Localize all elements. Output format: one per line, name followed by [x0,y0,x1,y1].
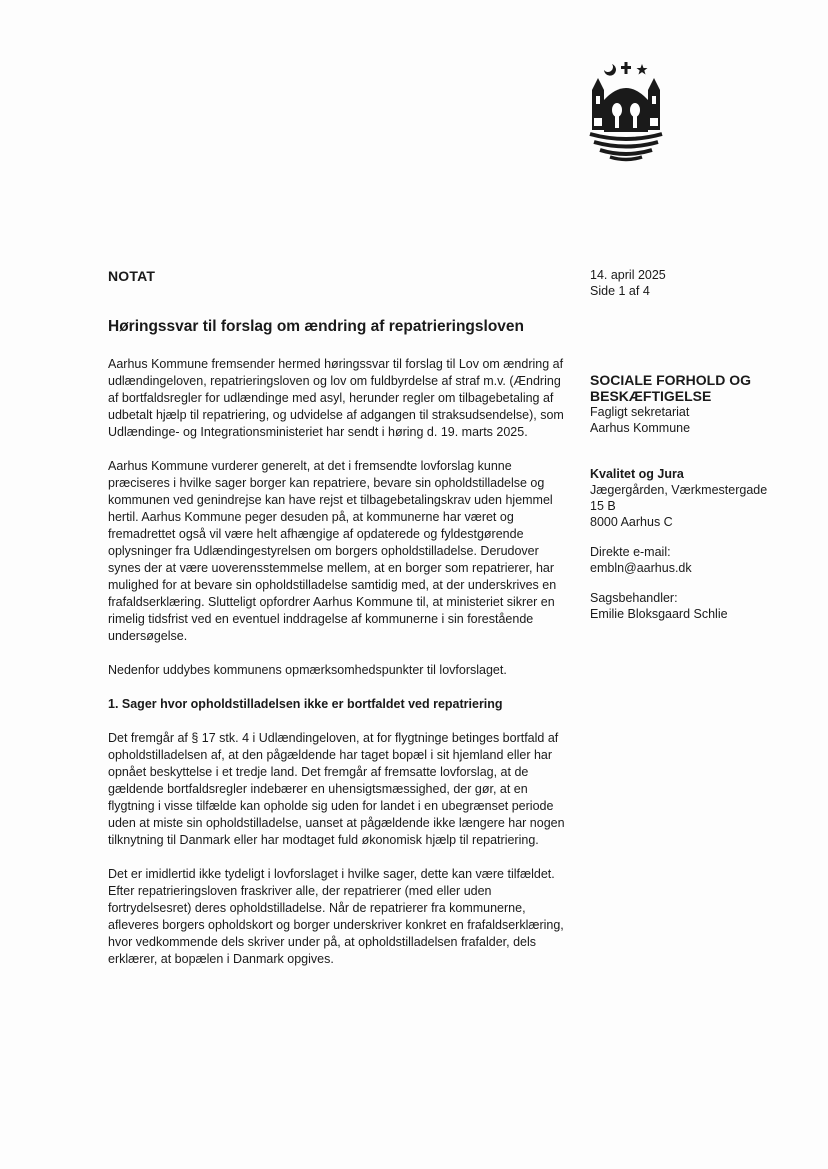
body-paragraph-1: Aarhus Kommune fremsender hermed høringssvar til forslag til Lov om ændring af udlændingeloven, repatrieringsloven og lov om fuldbyrdelse af straf m.v. (Ændring af bortfaldsregler for udlændinge med asyl, herunder regler om tilbagebetaling af udbetalt hjælp til repatriering, og udvidelse af adgangen til straksudsendelse), som Udlændinge- og Integrationsministeriet har sendt i høring d. 19. marts 2025. [108,357,564,439]
department-name-line2: BESKÆFTIGELSE [590,388,712,404]
page-indicator: Side 1 af 4 [590,284,650,298]
body-paragraph-2: Aarhus Kommune vurderer generelt, at det i fremsendte lovforslag kunne præciseres i hvilke sager borger kan repatriere, bevare sin opholdstilladelse og kommunen ved genindrejse kan have rejst et tilbagebetalingskrav uden hjemmel hertil. Aarhus Kommune peger desuden på, at kommunerne har været og fremadrettet også vil være helt afhængige af opdaterede og fyldestgørende oplysninger fra Udlændingestyrelsen om borgers opholdstilladelse. Derudover synes der at være uoverensstemmelse mellem, at en borger som repatrierer, har mulighed for at bevare sin opholdstilladelse samtidig med, at der underskrives en frafaldserklæring. Slutteligt opfordrer Aarhus Kommune til, at ministeriet sikrer en rimelig tidsfrist ved en eventuel inddragelse af kommunerne i sin forestående undersøgelse. [108,459,557,643]
document-date: 14. april 2025 [590,268,666,282]
section-heading-1: 1. Sager hvor opholdstilladelsen ikke er bortfaldet ved repatriering [108,697,503,711]
unit-name: Fagligt sekretariat [590,405,690,419]
department-name-line1: SOCIALE FORHOLD OG [590,372,751,388]
email-label: Direkte e-mail: [590,545,671,559]
document-body [108,356,568,985]
address-line-1: Jægergården, Værkmestergade [590,483,768,497]
caseworker-name: Emilie Bloksgaard Schlie [590,607,728,621]
address-line-2: 15 B [590,499,616,513]
body-paragraph-3: Nedenfor uddybes kommunens opmærksomhedspunkter til lovforslaget. [108,663,507,677]
municipality-name: Aarhus Kommune [590,421,691,435]
sender-sidebar [590,372,790,636]
email-block [590,544,790,576]
office-name: Kvalitet og Jura [590,467,684,481]
caseworker-label: Sagsbehandler: [590,591,678,605]
document-meta [590,267,666,299]
document-type-label: NOTAT [108,268,156,284]
body-paragraph-4: Det fremgår af § 17 stk. 4 i Udlændingeloven, at for flygtninge betinges bortfald af opholdstilladelsen af, at den pågældende har taget bopæl i sit hjemland eller har opnået beskyttelse i et tredje land. Det fremgår af fremsatte lovforslag, at de gældende bortfaldsregler indebærer en uhensigtsmæssighed, der gør, at en flygtning i visse tilfælde kan opholde sig uden for landet i en ubegrænset periode uden at miste sin opholdstilladelse, uanset at pågældende ikke længere har nogen tilknytning til Danmark eller har modtaget fuld økonomisk hjælp til repatriering. [108,731,565,847]
address-line-3: 8000 Aarhus C [590,515,673,529]
document-title: Høringssvar til forslag om ændring af repatrieringsloven [108,318,525,335]
caseworker-block [590,590,790,622]
email-address[interactable]: embln@aarhus.dk [590,561,692,575]
body-paragraph-5: Det er imidlertid ikke tydeligt i lovforslaget i hvilke sager, dette kan være tilfældet. Efter repatrieringsloven fraskriver alle, der repatrierer (med eller uden fortrydelsesret) deres opholdstilladelse. Når de repatrierer fra kommunerne, afleveres borgers opholdskort og borger underskriver konkret en frafaldserklæring, hvor vedkommende dels skriver under på, at opholdstilladelsen frafalder, dels erklærer, at bopælen i Danmark opgives. [108,867,564,966]
office-address-block [590,466,790,530]
aarhus-coat-of-arms-logo [586,60,666,162]
